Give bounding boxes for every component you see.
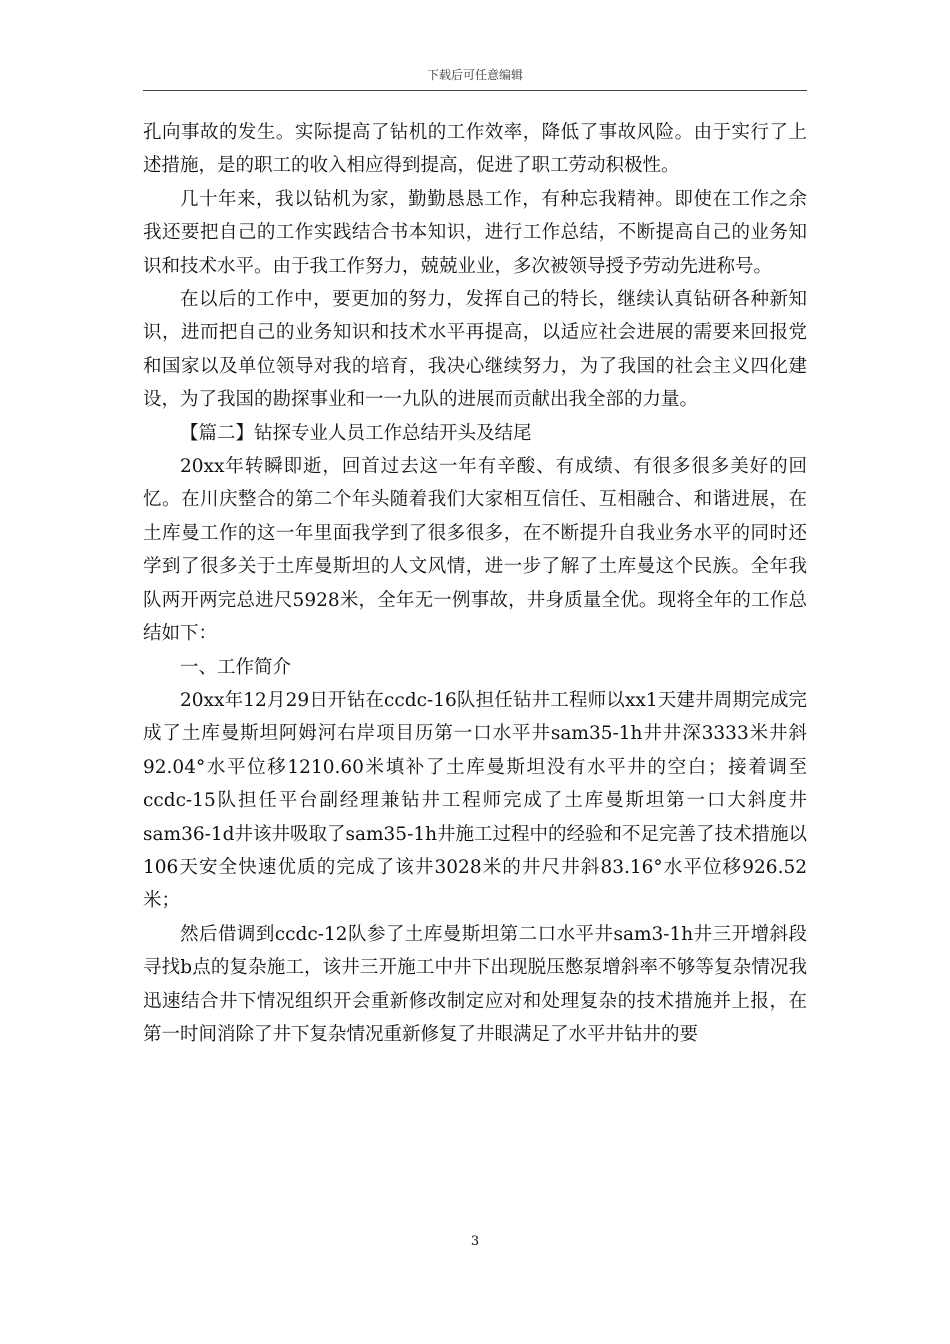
document-body [143,116,807,1051]
paragraph: 在以后的工作中，要更加的努力，发挥自己的特长，继续认真钻研各种新知识，进而把自己的业务知识和技术水平再提高，以适应社会进展的需要来回报党和国家以及单位领导对我的培育，我决心继续努力，为了我国的社会主义四化建设，为了我国的勘探事业和一一九队的进展而贡献出我全部的力量。 [143,289,807,411]
header-divider [143,90,807,91]
paragraph: 20xx年转瞬即逝，回首过去这一年有辛酸、有成绩、有很多很多美好的回忆。在川庆整合的第二个年头随着我们大家相互信任、互相融合、和谐进展，在土库曼工作的这一年里面我学到了很多很多，在不断提升自我业务水平的同时还学到了很多关于土库曼斯坦的人文风情，进一步了解了土库曼这个民族。全年我队两开两完总进尺5928米，全年无一例事故，井身质量全优。现将全年的工作总结如下： [143,456,807,645]
paragraph: 20xx年12月29日开钻在ccdc-16队担任钻井工程师以xx1天建井周期完成完成了土库曼斯坦阿姆河右岸项目历第一口水平井sam35-1h井井深3333米井斜92.04°水平位移1210.60米填补了土库曼斯坦没有水平井的空白；接着调至ccdc-15队担任平台副经理兼钻井工程师完成了土库曼斯坦第一口大斜度井sam36-1d井该井吸取了sam35-1h井施工过程中的经验和不足完善了技术措施以106天安全快速优质的完成了该井3028米的井尺井斜83.16°水平位移926.52米； [143,689,808,912]
page-number: 3 [470,1234,480,1249]
paragraph-continuation: 孔向事故的发生。实际提高了钻机的工作效率，降低了事故风险。由于实行了上述措施，是的职工的收入相应得到提高，促进了职工劳动积极性。 [143,122,807,177]
paragraph: 然后借调到ccdc-12队参了土库曼斯坦第二口水平井sam3-1h井三开增斜段寻找b点的复杂施工，该井三开施工中井下出现脱压憋泵增斜率不够等复杂情况我迅速结合井下情况组织开会重新修改制定应对和处理复杂的技术措施并上报，在第一时间消除了井下复杂情况重新修复了井眼满足了水平井钻井的要 [143,923,807,1045]
page-header: 下载后可任意编辑 [426,68,523,82]
paragraph: 几十年来，我以钻机为家，勤勤恳恳工作，有种忘我精神。即使在工作之余我还要把自己的工作实践结合书本知识，进行工作总结，不断提高自己的业务知识和技术水平。由于我工作努力，兢兢业业，多次被领导授予劳动先进称号。 [143,188,807,277]
subsection-heading: 一、工作简介 [180,656,292,678]
section-heading: 【篇二】钻探专业人员工作总结开头及结尾 [180,422,532,444]
